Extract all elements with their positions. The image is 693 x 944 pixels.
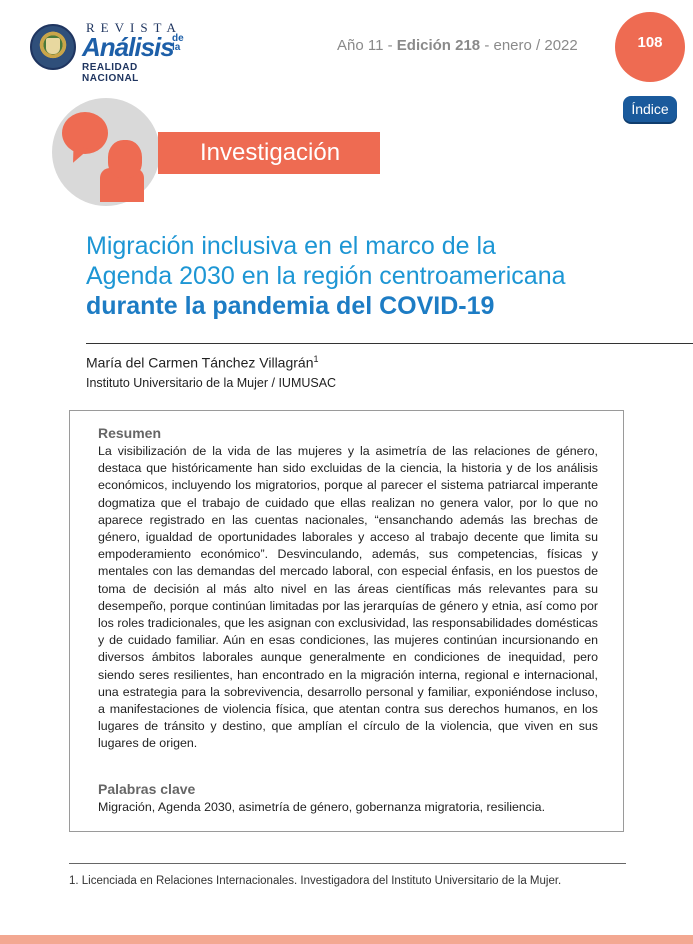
footnote-marker[interactable]: 1 [313, 354, 319, 364]
abstract-body: La visibilización de la vida de las mujeres y la asimetría de las relaciones de género, destaca que históricamente han sido excluidas de la ciencia, la historia y de los análisis económicos, incluyendo los migratorios, porque al parecer el sistema patriarcal imperante dogmatiza que el trabajo de cuidado que ellas realizan no genera valor, por lo que no aparece registrado en las cuentas nacionales, “ensanchando además las brechas de género, igualdad de oportunidades laborales y acceso al trabajo decente que limita su empoderamiento económico”. Desvinculando, además, sus competencias, físicas y mentales con las demandas del mercado laboral, con especial énfasis, en los puestos de toma de decisión al más alto nivel en las áreas científicas más relevantes para su desempeño, porque continúan limitadas por las jerarquías de género y etnia, así como por los roles tradicionales, que les asignan con exclusividad, las responsabilidades domésticas y de cuidado familiar. Aún en esas condiciones, las mujeres continúan incursionando en diversos ámbitos laborales aunque generalmente en condiciones de inequidad, pero siendo seres resilientes, han encontrado en la migración interna, regional e internacional, una estrategia para la sobrevivencia, desarrollo personal y familiar, exponiéndose incluso, a manifestaciones de violencia física, que atentan contra sus derechos humanos, en los lugares de tránsito y destino, que amplían el círculo de la violencia, que viven en sus lugares de origen. [98, 444, 598, 751]
person-head-icon [108, 140, 142, 178]
logo-dela-text: de la [172, 33, 184, 53]
logo-analisis-text: Análisis [82, 32, 174, 62]
footnote-divider [69, 863, 626, 864]
index-button[interactable]: Índice [623, 96, 677, 122]
title-divider [86, 343, 693, 344]
abstract-heading: Resumen [98, 425, 162, 441]
issue-info [337, 37, 578, 54]
footnote: 1. Licenciada en Relaciones Internacionales. Investigadora del Instituto Universitario de la Mujer. [69, 875, 562, 887]
page-number-badge: 108 [615, 12, 685, 82]
title-line-1: Migración inclusiva en el marco de la [86, 232, 496, 260]
issue-edition: Edición 218 [396, 37, 481, 54]
title-line-3: durante la pandemia del COVID-19 [86, 292, 495, 320]
university-seal-icon [30, 24, 76, 70]
author-name-text: María del Carmen Tánchez Villagrán [86, 354, 314, 371]
author-affiliation: Instituto Universitario de la Mujer / IUMUSAC [86, 376, 337, 390]
logo-realidad-text: REALIDAD NACIONAL [82, 62, 139, 84]
author-name [86, 354, 319, 371]
footer-bar [0, 935, 693, 944]
title-line-2: Agenda 2030 en la región centroamericana [86, 262, 566, 290]
issue-separator: - [387, 37, 393, 54]
issue-separator: - [484, 37, 490, 54]
journal-logo [30, 20, 190, 84]
issue-year: Año 11 [337, 37, 384, 54]
keywords-heading: Palabras clave [98, 781, 196, 797]
abstract-box [69, 410, 624, 832]
issue-date: enero / 2022 [493, 37, 578, 54]
article-title [86, 231, 646, 321]
logo-revista-text: REVISTA [86, 20, 182, 35]
keywords-list: Migración, Agenda 2030, asimetría de género, gobernanza migratoria, resiliencia. [98, 800, 546, 814]
section-label: Investigación [158, 132, 380, 174]
